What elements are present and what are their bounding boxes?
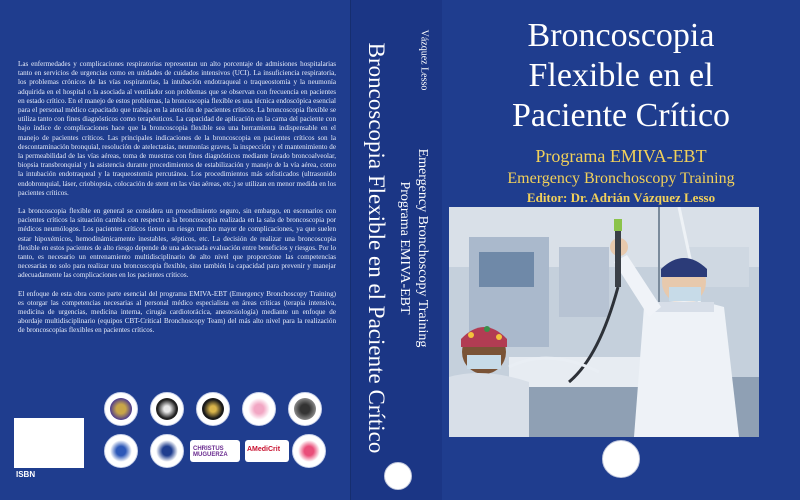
isbn-label: ISBN (16, 470, 36, 479)
back-paragraph-1: Las enfermedades y complicaciones respiratorias representan un alto porcentaje de admisiones hospitalarias tanto en servicios de urgencias como en unidades de cuidados intensivos (UCI). La insuficiencia respiratoria, los problemas crónicos de las vías respiratorias, la intubación endotraqueal o traqueostomía y la neumonía adquirida en el hospital o la asociada al ventilador son problemas que se observan con frecuencia en pacientes en estado crítico. En el manejo de estos problemas, la broncoscopia flexible es una técnica endoscópica esencial para el personal médico capacitado que trabaja en la atención de pacientes críticos. La broncoscopia flexible se utiliza tanto con fines diagnósticos como terapéuticos. La capacidad de aplicación en la cama del paciente con bajo índice de complicaciones hace que la broncoscopia flexible sea una herramienta indispensable en el manejo de pacientes críticos. Las principales indicaciones de la broncoscopia en pacientes críticos son la descontaminación bronquial, resolución de atelectasias, neumonías graves, la inspección y el mantenimiento de la permeabilidad de las vías aéreas, toma de muestras con fines diagnósticos mediante lavado broncoalveolar, biopsia transbronquial y la asistencia durante procedimientos de estabilización y manejo de la vía aérea, como la intubación endotraqueal y la traqueostomía percutánea. Los procedimientos más sofisticados (ultrasonido endobronquial, láser, criobiopsia, colocación de stent en las vías aéreas, etc.) se utilizan en menor medida en los pacientes críticos. (18, 60, 336, 197)
society-logo-8 (292, 434, 326, 468)
isbn-barcode-box (14, 418, 84, 468)
front-title-line-3: Paciente Crítico (511, 97, 731, 134)
front-title-line-1: Broncoscopia (527, 17, 715, 54)
spine-title: Broncoscopia Flexible en el Paciente Crítico (364, 42, 389, 454)
back-paragraph-2: La broncoscopia flexible en general se considera un procedimiento seguro, sin embargo, en escenarios con pacientes críticos la situación cambia con respecto a la broncoscopia realizada en la sala de broncoscopia por médicos neumólogos. Los pacientes críticos tienen un riesgo mucho mayor de complicaciones, ya que suelen estar hipoxémicos, hemodinámicamente inestables, sépticos, etc. La decisión de realizar una broncoscopia flexible en estos pacientes de alto riesgo depende de una adecuada evaluación entre beneficios y riesgos. Por lo tanto, es necesario un entrenamiento multidisciplinario de alto nivel que proporcione las competencias necesarias no solo para realizar una broncoscopia flexible, sino también la capacidad para prevenir y manejar adecuadamente las complicaciones en los pacientes críticos. (18, 207, 336, 280)
society-logo-6 (104, 434, 138, 468)
spine-author: Vázquez Lesso (418, 29, 430, 91)
cover-photo (449, 207, 759, 437)
society-logo-7 (150, 434, 184, 468)
publisher-seal-icon (384, 462, 412, 490)
front-title (442, 16, 800, 136)
back-paragraph-3: El enfoque de esta obra como parte esencial del programa EMIVA-EBT (Emergency Bronchoscopy Training) es otorgar las competencias necesarias al personal médico especialista en áreas críticas (terapia intensiva, medicina de urgencias, medicina interna, cirugía cardiotorácica, anestesiología) mediante un enfoque de abordaje multidisciplinario (equipos CBT-Critical Bronchoscopy Team) del más alto nivel para la realización de broncoscopías flexibles en pacientes críticos. (18, 289, 336, 335)
society-logo-1 (104, 392, 138, 426)
front-subtitle-1: Programa EMIVA-EBT (535, 146, 707, 166)
back-cover-text (18, 60, 336, 345)
spine-subtitle-1: Programa EMIVA-EBT (397, 181, 412, 315)
christus-logo-text: CHRISTUS MUGUERZA (193, 446, 228, 458)
front-editor: Editor: Dr. Adrián Vázquez Lesso (526, 190, 716, 205)
publisher-seal-icon-front (602, 440, 640, 478)
spine-subtitle-2: Emergency Bronchoscopy Training (415, 148, 430, 348)
christus-logo (190, 440, 240, 462)
society-logo-5 (288, 392, 322, 426)
amedicrit-logo-text: AMediCrit (247, 446, 281, 453)
society-logo-2 (150, 392, 184, 426)
society-logo-4 (242, 392, 276, 426)
back-cover (0, 0, 350, 500)
cover-photo-illustration (449, 207, 759, 437)
amedicrit-logo (245, 440, 289, 462)
front-subtitle-2: Emergency Bronchoscopy Training (507, 170, 735, 187)
front-title-line-2: Flexible en el (528, 57, 714, 94)
society-logo-3 (196, 392, 230, 426)
